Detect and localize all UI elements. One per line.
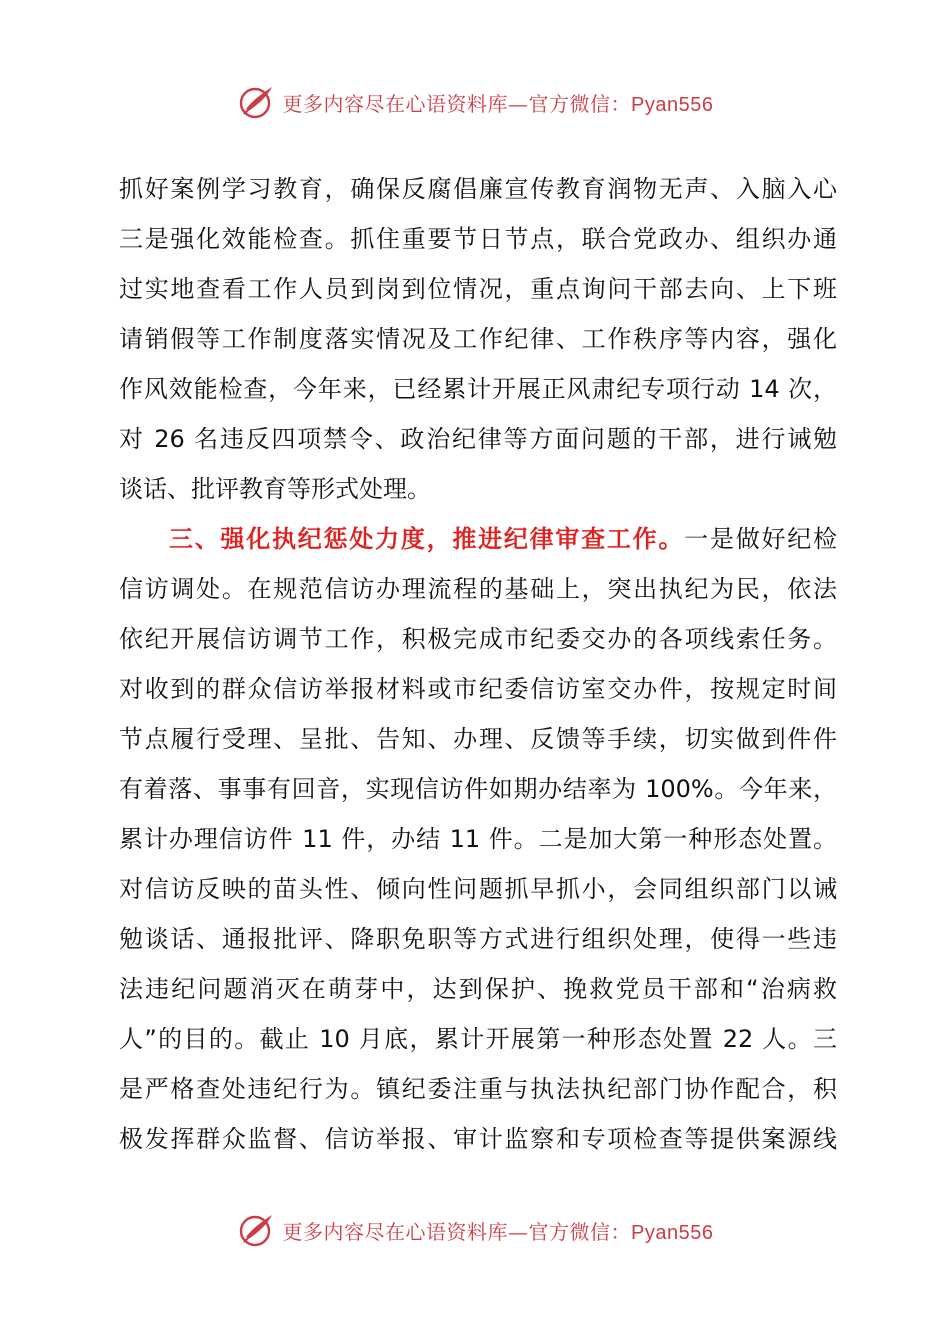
- section-3-first-line: [119, 514, 837, 564]
- document-body: [119, 164, 837, 1164]
- body-line-1: 抓好案例学习教育，确保反腐倡廉宣传教育润物无声、入脑入心: [119, 175, 837, 203]
- body-line-14: 累计办理信访件 11 件，办结 11 件。二是加大第一种形态处置。: [119, 825, 837, 853]
- body-line-12: 节点履行受理、呈批、告知、办理、反馈等手续，切实做到件件: [119, 725, 837, 753]
- body-line-13: 有着落、事事有回音，实现信访件如期办结率为 100%。今年来，: [119, 775, 837, 803]
- body-line-7: 谈话、批评教育等形式处理。: [119, 475, 431, 503]
- watermark-banner-bottom: [0, 1208, 950, 1252]
- body-line-5: 作风效能检查，今年来，已经累计开展正风肃纪专项行动 14 次，: [119, 375, 837, 403]
- body-line-9: 信访调处。在规范信访办理流程的基础上，突出执纪为民，依法: [119, 575, 837, 603]
- body-line-15: 对信访反映的苗头性、倾向性问题抓早抓小，会同组织部门以诫: [119, 875, 837, 903]
- section-3-lead: 一是做好纪检: [684, 525, 837, 553]
- body-line-11: 对收到的群众信访举报材料或市纪委信访室交办件，按规定时间: [119, 675, 837, 703]
- quill-pen-logo-icon: [237, 1210, 277, 1250]
- body-line-17: 法违纪问题消灭在萌芽中，达到保护、挽救党员干部和“治病救: [119, 975, 837, 1003]
- body-line-10: 依纪开展信访调节工作，积极完成市纪委交办的各项线索任务。: [119, 625, 837, 653]
- body-line-6: 对 26 名违反四项禁令、政治纪律等方面问题的干部，进行诫勉: [119, 425, 837, 453]
- quill-pen-logo-icon: [237, 82, 277, 122]
- watermark-text: 更多内容尽在心语资料库—官方微信：Pyan556: [282, 91, 714, 116]
- body-line-19: 是严格查处违纪行为。镇纪委注重与执法执纪部门协作配合，积: [119, 1075, 837, 1103]
- watermark-text: 更多内容尽在心语资料库—官方微信：Pyan556: [282, 1219, 714, 1244]
- section-3-heading: 三、强化执纪惩处力度，推进纪律审查工作。: [169, 525, 685, 553]
- body-line-18: 人”的目的。截止 10 月底，累计开展第一种形态处置 22 人。三: [119, 1025, 837, 1053]
- body-line-20: 极发挥群众监督、信访举报、审计监察和专项检查等提供案源线: [119, 1125, 837, 1153]
- body-line-2: 三是强化效能检查。抓住重要节日节点，联合党政办、组织办通: [119, 225, 837, 253]
- body-line-16: 勉谈话、通报批评、降职免职等方式进行组织处理，使得一些违: [119, 925, 837, 953]
- body-line-4: 请销假等工作制度落实情况及工作纪律、工作秩序等内容，强化: [119, 325, 837, 353]
- body-line-3: 过实地查看工作人员到岗到位情况，重点询问干部去向、上下班: [119, 275, 837, 303]
- watermark-banner-top: [0, 80, 950, 124]
